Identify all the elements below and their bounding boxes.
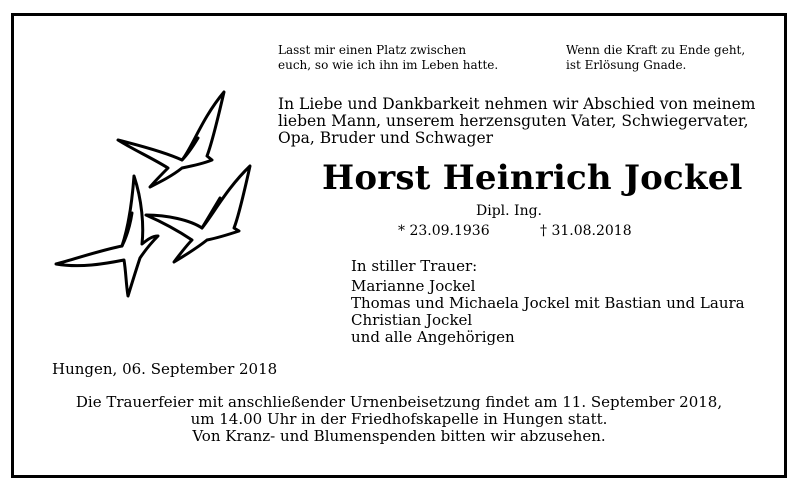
deceased-name: Horst Heinrich Jockel [322, 158, 743, 198]
quote-right-line: Wenn die Kraft zu Ende geht, [566, 43, 746, 57]
birds-illustration [52, 88, 262, 303]
mourner-name: und alle Angehörigen [351, 328, 515, 346]
quote-right-line: ist Erlösung Gnade. [566, 58, 687, 72]
funeral-info-line: Von Kranz- und Blumenspenden bitten wir abzusehen. [192, 427, 606, 445]
bird-icon [118, 92, 224, 187]
funeral-info [14, 394, 784, 445]
place-date: Hungen, 06. September 2018 [52, 360, 278, 378]
quote-right [566, 43, 745, 73]
funeral-info-line: um 14.00 Uhr in der Friedhofskapelle in Hungen statt. [190, 410, 608, 428]
mourner-name: Marianne Jockel [351, 277, 476, 295]
mourner-name: Christian Jockel [351, 311, 473, 329]
mourner-name: Thomas und Michaela Jockel mit Bastian und Laura [351, 294, 745, 312]
funeral-info-line: Die Trauerfeier mit anschließender Urnenbeisetzung findet am 11. September 2018, [75, 393, 723, 411]
intro-line: lieben Mann, unserem herzensguten Vater, Schwiegervater, [278, 112, 749, 130]
mourners-heading: In stiller Trauer: [351, 257, 478, 275]
intro-line: In Liebe und Dankbarkeit nehmen wir Abschied von meinem [278, 95, 756, 113]
bird-icon [56, 176, 158, 296]
intro-text [278, 96, 755, 147]
quote-left [278, 43, 498, 73]
deceased-title: Dipl. Ing. [476, 203, 543, 219]
mourners-block [351, 258, 745, 346]
intro-line: Opa, Bruder und Schwager [278, 129, 494, 147]
quote-left-line: Lasst mir einen Platz zwischen [278, 43, 467, 57]
birth-date: * 23.09.1936 [398, 223, 490, 239]
death-date: † 31.08.2018 [540, 223, 632, 239]
quote-left-line: euch, so wie ich ihn im Leben hatte. [278, 58, 499, 72]
